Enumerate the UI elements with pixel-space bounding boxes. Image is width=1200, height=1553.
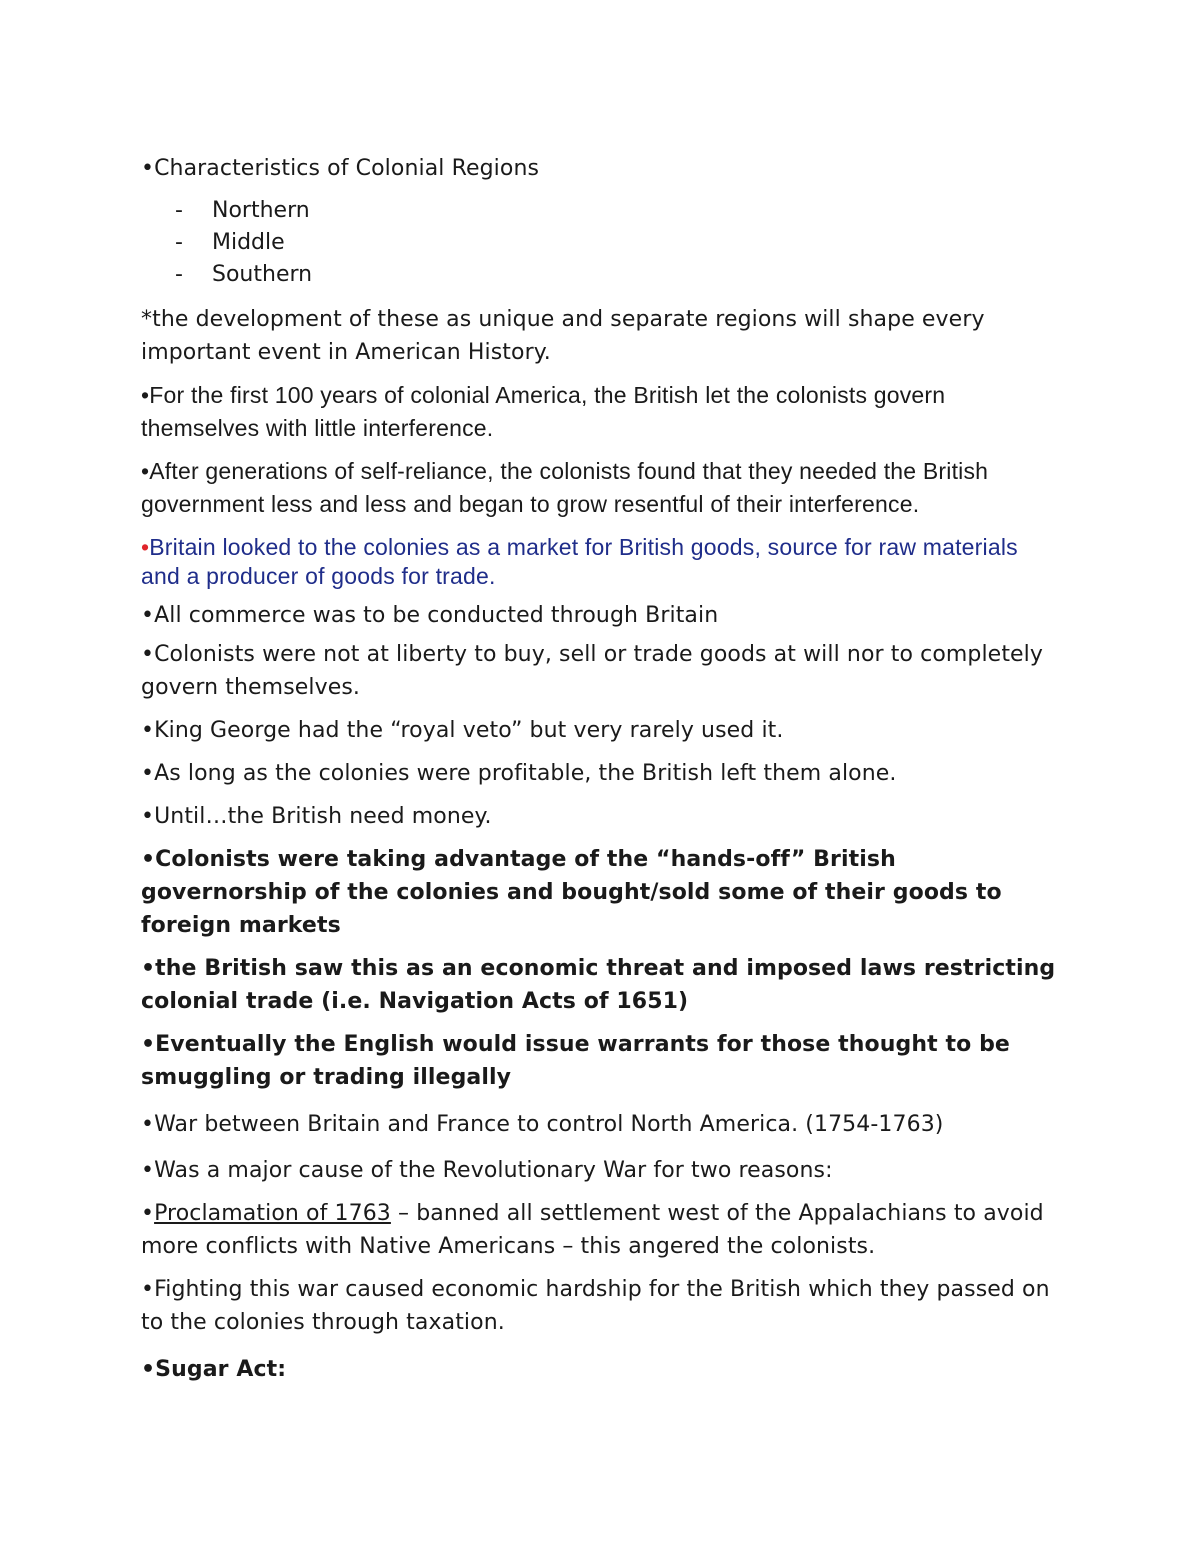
regions-list (141, 195, 1061, 291)
highlighted-paragraph (141, 533, 1061, 591)
highlighted-text: Britain looked to the colonies as a market for British goods, source for raw materials and a producer of goods for trade. (141, 534, 1018, 589)
list-item (141, 227, 1061, 259)
list-item (141, 259, 1061, 291)
dash-marker: - (175, 198, 183, 223)
paragraph: •Colonists were not at liberty to buy, sell or trade goods at will nor to completely govern themselves. (141, 642, 1044, 700)
paragraph: •For the first 100 years of colonial America, the British let the colonists govern themselves with little interference. (141, 382, 946, 441)
paragraph: •After generations of self-reliance, the colonists found that they needed the British government less and less and began to grow resentful of their interference. (141, 458, 989, 517)
region-label: Southern (212, 262, 313, 287)
paragraph: •Fighting this war caused economic hardship for the British which they passed on to the colonies through taxation. (141, 1277, 1050, 1335)
paragraph: •Colonists were taking advantage of the “hands-off” British governorship of the colonies and bought/sold some of their goods to foreign markets (141, 847, 1002, 938)
dash-marker: - (175, 262, 183, 287)
region-label: Middle (212, 230, 285, 255)
list-item (141, 195, 1061, 227)
bullet-marker: • (141, 534, 150, 560)
paragraph: •Eventually the English would issue warrants for those thought to be smuggling or trading illegally (141, 1032, 1010, 1090)
paragraph: •All commerce was to be conducted through Britain (141, 603, 719, 628)
proclamation-paragraph (141, 1197, 1061, 1263)
paragraph: •King George had the “royal veto” but very rarely used it. (141, 718, 784, 743)
proclamation-text: – banned all settlement west of the Appalachians to avoid more conflicts with Native Americans – this angered the colonists. (141, 1201, 1044, 1259)
dash-marker: - (175, 230, 183, 255)
paragraph: •Was a major cause of the Revolutionary War for two reasons: (141, 1158, 833, 1183)
section-heading: •Characteristics of Colonial Regions (141, 156, 540, 181)
document-body (141, 152, 1061, 1386)
paragraph: •Sugar Act: (141, 1357, 287, 1382)
paragraph: •Until…the British need money. (141, 804, 492, 829)
proclamation-title: Proclamation of 1763 (154, 1201, 391, 1226)
paragraph: •As long as the colonies were profitable, the British left them alone. (141, 761, 897, 786)
region-label: Northern (212, 198, 310, 223)
note-paragraph: *the development of these as unique and separate regions will shape every important event in American History. (141, 307, 985, 365)
paragraph: •the British saw this as an economic threat and imposed laws restricting colonial trade (i.e. Navigation Acts of 1651) (141, 956, 1056, 1014)
bullet-marker: • (141, 1201, 155, 1226)
paragraph: •War between Britain and France to control North America. (1754-1763) (141, 1112, 944, 1137)
